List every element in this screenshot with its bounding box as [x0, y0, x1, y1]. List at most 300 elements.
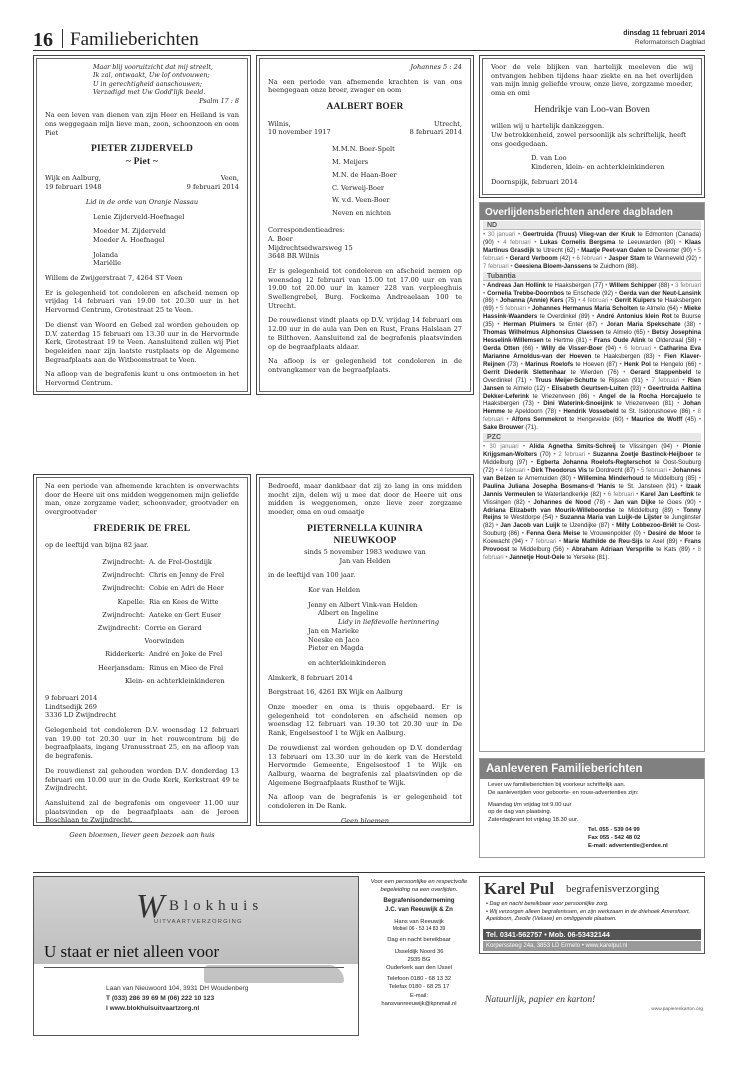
entry-detail: te Leeuwarden (80) [618, 238, 676, 246]
entry-detail: te Middelburg (89) [619, 506, 674, 514]
zip: 2935 BG [407, 956, 431, 963]
family-names: Cobie en Adri de Heer [149, 584, 224, 593]
family-member: M.M.N. Boer-Spelt [332, 145, 395, 154]
correspondence-line: Mijdrechtsedwarsweg 15 [268, 243, 353, 252]
bullet: • [533, 400, 544, 408]
bullet: • [483, 289, 488, 297]
bullet: • [597, 321, 607, 329]
bullet: • [601, 490, 608, 498]
family-row [45, 648, 239, 661]
bullet: • [586, 337, 594, 345]
entry-detail: te Wanneveld (92) [646, 254, 697, 262]
entry-detail: te IJzendijke (87) [562, 522, 610, 530]
entry-detail: (93) [630, 384, 642, 392]
entry-detail: te Wierden (76) [570, 368, 619, 376]
date: 9 februari 2014 [45, 693, 98, 702]
email-link[interactable]: E-mail: advertentie@erdee.nl [588, 842, 668, 849]
entry-name: Geesiena Bloem-Janssens [514, 262, 592, 270]
reeuwijk-ad [364, 876, 474, 1036]
entry-name: Fenna Gera Meise [526, 530, 581, 538]
family-member: Albert en Ingeline [318, 609, 379, 618]
family-names: Ria en Kees de Witte [149, 597, 219, 606]
bullet: • [526, 376, 536, 384]
entry-name: Jannetje Hout-Oele [509, 554, 565, 562]
entry-detail: te Almelo (64) [639, 305, 678, 313]
papier-slogan: Natuurlijk, papier en karton! [485, 995, 596, 1005]
verse-line: U in gerechtigheid aanschouwen; [93, 79, 202, 88]
family-list [268, 143, 462, 220]
source-entries [483, 282, 701, 433]
entry-name: Karel Jan Leeftink [640, 490, 694, 498]
bullet: • [589, 313, 597, 321]
papier-url[interactable]: www.papierenkarton.org [651, 1007, 703, 1012]
entry-detail: te Haaksbergen (69) [483, 297, 701, 313]
mobile: Mobiel 06 - 53 14 83 39 [392, 926, 446, 933]
date: Almkerk, 8 februari 2014 [268, 673, 353, 682]
entry-name: Betsy Josephina Hesselink-Willemsen [483, 329, 701, 345]
entry-name: Elisabeth Geurtsen-Luiten [551, 384, 629, 392]
family-member: Pieter en Magda [308, 644, 364, 653]
paragraph: willen wij u hartelijk dankzeggen. [491, 122, 605, 131]
entry-detail: (73) [507, 360, 519, 368]
family-list [268, 586, 462, 668]
address: Bergstraat 16, 4261 BX Wijk en Aalburg [268, 688, 403, 697]
entry-name: Andreas Jan Hollink [486, 281, 546, 289]
karel-pul-ad [479, 876, 705, 954]
text-line: De aanleverijden voor geboorte- en rouw-advertenties zijn: [488, 789, 639, 796]
entry-date: 6 februari [624, 344, 652, 352]
bullet: • [530, 238, 541, 246]
papier-ad [479, 958, 705, 1036]
family-row [45, 582, 239, 595]
blokhuis-website[interactable]: I www.blokhuisuitvaartzorg.nl [106, 1005, 200, 1012]
entry-name: Willy de Visser-Boer [541, 344, 603, 352]
bullet: • [550, 451, 559, 459]
entry-detail: te Hengelo (66) [653, 360, 697, 368]
bullet: • [633, 490, 641, 498]
bullet: • [679, 376, 688, 384]
entry-name: Marinus Roelofs [525, 360, 574, 368]
text-line: Wij verzorgen alleen begrafenissen, en zijn werkzaam in de driehoek Amersfoort, Apeldoorn, Zwolle (Veluwe) en omliggende plaatsen. [486, 909, 691, 923]
phone: Telefoon 0180 - 68 13 32 [386, 976, 452, 983]
entry-name: Sake Brouwer [483, 424, 524, 432]
entry [526, 377, 643, 384]
header-paper: Reformatorisch Dagblad [634, 39, 705, 46]
paragraph: De rouwdienst zal worden gehouden op D.V. donderdag 13 februari om 13.30 uur in de kerk van de Hersteld Hervormde Gemeente, Engelsestoof 1 te Wijk en Aalburg, waarna de begrafenis zal plaatsvinden op de Algemene Begraafplaats Rusthof te Wijk. [268, 743, 462, 787]
bullet: • [644, 329, 652, 337]
paragraph: Gelegenheid tot condoleren D.V. woensdag 12 februari van 19.00 tot 20.30 uur in het rouwcentrum bij de begraafplaats, ingang Uranusstraat 25, en na afloop van de begrafenis. [45, 726, 239, 761]
bullet: • [483, 281, 487, 289]
paragraph: De dienst van Woord en Gebed zal worden gehouden op D.V. zaterdag 15 februari om 13.30 uur in de Hervormde Kerk, Grotestraat 19 te Veen. Aansluitend zullen wij Piet begeleiden naar zijn laatste rustplaats op de Algemene Begraafplaats aan de Witboomstraat te Veen. [45, 320, 239, 364]
bullet: • [690, 408, 698, 416]
entry-name: Izaak Jannis Vermeulen [483, 482, 701, 498]
header-divider [62, 29, 63, 48]
entry-date: 7 februari [651, 376, 679, 384]
address: Lindtsedijk 269 [45, 702, 97, 711]
obituary-frederik-de-frel [33, 474, 251, 840]
family-row [45, 662, 239, 675]
blokhuis-logo-w: W [136, 888, 165, 925]
entry-detail: te Vriezenveen (81) [616, 400, 674, 408]
entry-detail: (66) [522, 344, 534, 352]
footer-note: Geen bloemen [340, 816, 390, 825]
bullet: • [605, 498, 614, 506]
page-number: 16 [33, 29, 53, 51]
blokhuis-slogan: U staat er niet alleen voor [44, 942, 220, 961]
entry-name: Gerda van der Neut-Lansink [619, 289, 701, 297]
place-date: Doornspijk, februari 2014 [491, 177, 578, 186]
family-row [45, 622, 239, 648]
entry-name: Suzanna Maria van Luijk-de Lijster [559, 514, 662, 522]
entry-detail: (94) [605, 344, 617, 352]
bullet: • [508, 262, 515, 270]
intro-text: Na een periode van afnemende krachten is van ons heengegaan onze broer, zwager en oom [268, 77, 462, 95]
bullet: • [518, 360, 526, 368]
contact-name: Hans van Reeuwijk [394, 919, 444, 926]
bullet: • [493, 238, 504, 246]
family-member: Jenny en Albert Vink-van Helden [308, 600, 418, 609]
bullet: • [669, 281, 676, 289]
paragraph: Na afloop van de begrafenis is er gelegenheid tot condoleren in De Rank. [268, 793, 462, 811]
bullet: • [689, 546, 698, 554]
entry-name: Rien Jansen [483, 376, 701, 392]
bullet: • [623, 416, 632, 424]
pul-tagline: begrafenisverzorging [566, 883, 660, 895]
text-line: op de dag van plaatsing. [488, 809, 552, 816]
entry [494, 297, 576, 304]
bullet: • [553, 514, 560, 522]
entry-date: 6 februari [607, 490, 634, 498]
bullet: • [603, 281, 610, 289]
entry-detail: te Enter (87) [559, 321, 598, 329]
bullet: • [602, 254, 609, 262]
street: IJsseldijk Noord 36 [394, 948, 444, 955]
bullet: • [556, 538, 564, 546]
entry-name: Tonny Reijns [483, 506, 701, 522]
family-member: Mariëlle [93, 259, 121, 268]
bullet: • [527, 458, 537, 466]
entry-name: Plonie Krijgsman-Wolters [483, 443, 701, 459]
entry-name: Gerard Stappenbeld [630, 368, 692, 376]
aanleveren-body [480, 779, 704, 854]
entry-detail: te Hertme (81) [546, 337, 587, 345]
entry-name: Johannes van Belzen [483, 466, 701, 482]
blokhuis-phone: T (033) 286 39 69 M (06) 222 10 123 [106, 995, 215, 1002]
text-line: Zaterdagkrant tot vrijdag 18.30 uur. [488, 817, 579, 824]
entry-detail: (88) [658, 281, 670, 289]
bullet: • [677, 305, 685, 313]
obituary-pieternella-nieuwkoop [256, 474, 474, 826]
age-text: in de leeftijd van 100 jaar. [268, 571, 356, 580]
bullet: • [640, 530, 648, 538]
family-place: Ridderkerk: [105, 650, 145, 659]
entry-name: Gerrit Kuipers [614, 297, 656, 305]
bullet: • [609, 522, 617, 530]
blokhuis-car-image [204, 965, 344, 983]
correspondence-label: Correspondentieadres: [268, 226, 345, 235]
source-entries [483, 443, 701, 562]
bullet: • [677, 538, 685, 546]
bullet: • [575, 246, 582, 254]
entry [494, 467, 635, 474]
entry-detail: te Overdinkel (89) [539, 313, 590, 321]
bullet: • [695, 498, 702, 506]
entry [518, 361, 617, 368]
entry [624, 416, 696, 423]
entry-detail: te Haaksbergen (77) [547, 281, 604, 289]
age-text: op de leeftijd van bijna 82 jaar. [45, 541, 149, 550]
family-member: Kor van Helden [308, 585, 361, 594]
entry-date: 7 februari [483, 262, 509, 270]
entry-name: Johannes Hermanus Maria Scholten [532, 305, 638, 313]
section-title: Familieberichten [70, 29, 199, 50]
family-place: Zwijndrecht: [102, 571, 145, 580]
entry [545, 385, 641, 392]
family-member: Moeder M. Zijderveld [93, 227, 166, 236]
entry-name: Jan Jacob van Luijk [500, 522, 560, 530]
grandchildren: Klein- en achterkleinkinderen [125, 676, 225, 685]
blokhuis-address: Laan van Nieuwoord 104, 3931 DH Woudenberg [106, 985, 249, 992]
bullet: • [519, 530, 527, 538]
paragraph: Aansluitend zal de begrafenis om ongeveer 11.00 uur plaatsvinden op de begraafplaats aan de Jeroen Boschlaan te Zwijndrecht. [45, 798, 239, 825]
address: 3336 LD Zwijndrecht [45, 711, 117, 720]
bullet: • [677, 482, 687, 490]
entry [571, 475, 697, 482]
family-row [45, 569, 239, 582]
entry-detail: (78) [594, 498, 605, 506]
entry-date: 6 februari [576, 254, 603, 262]
entry-detail: te Goes (90) [658, 498, 696, 506]
bullet: • [666, 466, 673, 474]
entry-name: Gerrit Diederik Slettenhaar [483, 368, 567, 376]
overlijdens-section [479, 202, 705, 752]
bullet: • [642, 376, 652, 384]
entry-name: Alida Agnetha Smits-Schreij [529, 443, 616, 451]
bullet: • [525, 305, 533, 313]
entry-detail: te Vlissingen (94) [619, 443, 673, 451]
bullet: • [493, 321, 504, 329]
entry-name: Johanna (Annie) Kers [499, 297, 564, 305]
entry-name: Herman Pluimers [503, 321, 556, 329]
entry-detail: te Vlissingen (82) [483, 490, 701, 506]
family-member: Moeder A. Hoefnagel [93, 235, 165, 244]
text-line: Lever uw familieberichten bij voorkeur schriftelijk aan. [488, 782, 626, 788]
entry-date: 3 februari [675, 281, 701, 289]
entry-date: 30 januari [487, 231, 516, 238]
blokhuis-brand: Blokhuis [169, 898, 264, 914]
entry-name: Desiré de Moor [647, 530, 694, 538]
entry [525, 499, 605, 506]
birth-place: Wilnis, [268, 119, 291, 128]
bullet: • [673, 400, 684, 408]
entry-name: Jan van Dijke [613, 498, 656, 506]
verse-reference: Psalm 17 : 8 [199, 96, 239, 105]
signature: D. van Loo [531, 154, 567, 163]
bullet: • [563, 546, 572, 554]
entry-detail: te Zuidhorn (88). [593, 262, 639, 270]
widow-text: sinds 5 november 1983 weduwe van [304, 547, 426, 556]
dates-row [268, 128, 462, 137]
pul-phone: Tel. 0341-562757 • Mob. 06-53432144 [483, 929, 701, 940]
entry-name: Adriana Elizabeth van Mourik-Willeboordse [483, 506, 616, 514]
bullet: • [524, 498, 534, 506]
entry [534, 400, 674, 407]
entry-name: Dini Waterink-Snoeijink [543, 400, 613, 408]
entry-name: Klaas Martinus Grasdijk [483, 238, 701, 254]
entry [519, 530, 640, 537]
overlijdens-title: Overlijdensberichten andere dagbladen [480, 203, 704, 220]
bullet: • [613, 289, 619, 297]
bullet: • [695, 321, 701, 329]
entry [617, 361, 696, 368]
entry-name: Hendrik Vossebeld [563, 408, 619, 416]
death-date: 8 februari 2014 [409, 128, 462, 137]
family-row [45, 609, 239, 622]
blokhuis-ad [33, 876, 359, 1036]
birth-date: 10 november 1917 [268, 128, 331, 137]
entry-name: Mieke Hassink-Waanders [483, 305, 701, 321]
entry-name: Dirk Theodorus Vis [531, 466, 588, 474]
entry-detail: (70) [539, 451, 551, 459]
entry [494, 522, 610, 529]
bullet: • [576, 297, 583, 305]
entry-detail: te Buurse (35) [483, 313, 701, 329]
overlijdens-list [480, 221, 704, 562]
aanleveren-title: Aanleveren Familieberichten [480, 759, 704, 779]
entry-detail: te Oldenzaal (58) [648, 337, 697, 345]
family-member: Jan en Marieke [308, 626, 359, 635]
paragraph: Voor de vele blijken van hartelijk meeleven die wij ontvangen hebben tijdens haar ziekte en na het overlijden van mijn innig geliefde vrouw, onze lieve, zorgzame moeder, oma en omi [491, 63, 693, 98]
entry-date: 5 februari [499, 305, 526, 313]
entry-date: 4 februari [582, 297, 609, 305]
phone: Tel. 055 - 539 04 99 [588, 827, 640, 834]
bullet: • [696, 360, 701, 368]
entry-detail: (42) [559, 254, 571, 262]
family-place: Zwijndrecht: [97, 623, 141, 632]
source-entries [483, 231, 701, 271]
bullet: • [675, 238, 685, 246]
bullet: • [696, 337, 701, 345]
entry-name: Cornelia Trebbe-Doornbos [487, 289, 565, 297]
obituary-aalbert-boer [256, 55, 474, 395]
paragraph: Er is gelegenheid tot condoleren en afscheid nemen op woensdag 12 februari van 15.00 tot 17.00 uur en van 19.00 tot 20.00 uur in kamer 228 van verpleeghuis Swellengrebel, Burg. Fockema Andreaelaan 100 te Utrecht. [268, 266, 462, 310]
family-list [45, 213, 239, 269]
bullet: • [533, 344, 542, 352]
entry-detail: te Westdorpe (54) [503, 514, 554, 522]
entry-name: Fien Klaver-Reijnen [483, 352, 701, 368]
blokhuis-subtitle: UITVAARTVERZORGING [154, 919, 243, 925]
header-date: dinsdag 11 februari 2014 [623, 30, 705, 37]
entry-detail: te Vrouwenpolder (0) [582, 530, 641, 538]
bullet: • [654, 352, 665, 360]
entry-detail: te Utrecht (62) [536, 246, 576, 254]
intro-text: Bedroefd, maar dankbaar dat zij zo lang in ons midden mocht zijn, delen wij u mee dat door de Heere uit ons midden is weggenomen, onze lieve zeer zorgzame moeder, oma en oud omaatje [268, 482, 462, 517]
entry-name: Willem Schipper [609, 281, 657, 289]
entry-name: Truus Meijer-Schutte [535, 376, 597, 384]
bullet: • [570, 254, 577, 262]
pul-bullet-2: • Wij verzorgen alleen begrafenissen, en zijn werkzaam in de driehoek Amersfoort, Apeldoorn, Zwolle (Veluwe) en omliggende plaatsen. [486, 909, 691, 923]
company-name: Begrafenisonderneming [383, 897, 455, 905]
entry-date: 8 februari [483, 546, 702, 562]
deceased-name: AALBERT BOER [326, 102, 404, 113]
entry-date: 5 februari [483, 246, 701, 262]
entry [533, 345, 616, 352]
bullet: • [503, 416, 512, 424]
entry [494, 305, 678, 312]
paragraph: De rouwdienst vindt plaats op D.V. vrijdag 14 februari om 12.00 uur in de aula van Den en Rust, Frans Halslaan 27 te Bilthoven. Aansluitend zal de begrafenis plaatsvinden op de begraafplaats aldaar. [268, 316, 462, 351]
text-line: Maandag t/m vrijdag tot 9.00 uur [488, 801, 572, 808]
source-band: ND [483, 221, 701, 230]
family-names: Corrie en Gerard Voorwinden [144, 623, 202, 646]
paragraph: Onze moeder en oma is thuis opgebaard. Er is gelegenheid tot condoleren en afscheid nemen op woensdag 12 februari van 19.30 tot 20.30 uur in De Rank, Engelsestoof 1 te Wijk en Aalburg. [268, 703, 462, 738]
bullet: • [608, 297, 615, 305]
entry-name: Maurice de Wolff [631, 416, 683, 424]
entry-detail: te Almelo (65) [606, 329, 645, 337]
paragraph: De rouwdienst zal gehouden worden D.V. donderdag 13 februari om 10.00 uur in de Oude Kerk, Kerkstraat 49 te Zwijndrecht. [45, 766, 239, 793]
birth-date: 19 februari 1948 [45, 183, 102, 192]
entry-detail: te Dordrecht (87) [588, 466, 636, 474]
email-link[interactable]: hansvanreeuwijk@kpnmail.nl [381, 1000, 457, 1007]
bullet: • [570, 474, 578, 482]
entry-detail: te Haaksbergen (73) [483, 392, 701, 408]
entry-detail: (71). [525, 424, 538, 432]
deceased-surname: NIEUWKOOP [333, 536, 397, 547]
death-place: Veen, [220, 174, 239, 183]
entry-name: Geertruida (Truus) Vlieg-van der Kruk [522, 231, 635, 238]
fax: Telefax 0180 - 68 25 17 [388, 984, 450, 991]
entry-name: Abraham Adriaan Versprille [571, 546, 654, 554]
bullet: • [515, 231, 523, 238]
family-place: Zwijndrecht: [102, 610, 145, 619]
address: Willem de Zwijgerstraat 7, 4264 ST Veen [45, 274, 183, 283]
entry-date: 4 februari [499, 466, 526, 474]
entry-name: Maatje Peet-van Galen [581, 246, 646, 254]
aanleveren-box [479, 758, 705, 858]
entry [603, 282, 669, 289]
entry-detail: te Haaksbergen (83) [595, 352, 655, 360]
entry-date: 30 januari [489, 443, 519, 451]
text-line: Dag en nacht bereikbaar [387, 937, 451, 944]
entry-name: Angel de la Rocha Horcajuelo [598, 392, 693, 400]
verse-reference: Johannes 5 : 24 [410, 63, 462, 71]
husband-name: Jan van Helden [339, 556, 391, 565]
bullet: • [672, 443, 683, 451]
entry-detail: te Oost-Souburg (72) [483, 458, 701, 474]
pul-bullet-1: • Dag en nacht bereikbaar voor persoonlijke zorg. [486, 901, 609, 907]
text-line: Voor een persoonlijke en respectvolle begeleiding na een overlijden. [370, 879, 468, 894]
deceased-name: Hendrikje van Loo-van Boven [534, 104, 650, 115]
birth-place: Wijk en Aalburg, [45, 174, 101, 183]
deceased-name: PIETER ZIJDERVELD [90, 144, 194, 155]
family-member: M.N. de Haan-Boer [332, 170, 397, 179]
source-band: Tubantia [483, 272, 701, 281]
family-place: Heerjansdam: [98, 663, 145, 672]
family-member: Neeske en Jaco [308, 635, 360, 644]
entry-detail: te Middelburg (85) [645, 474, 697, 482]
bullet: • [618, 368, 631, 376]
bullet: • [523, 538, 530, 546]
entry-detail: te Rijssen (91) [600, 376, 643, 384]
family-member: Jolanda [93, 250, 119, 259]
family-names: Chris en Jenny de Frel [149, 571, 225, 580]
deceased-nickname: ~ Piet ~ [125, 156, 159, 167]
entry-detail: te Arnemuiden (80) [517, 474, 571, 482]
bullet: • [617, 360, 625, 368]
bullet: • [518, 443, 530, 451]
entry-detail: te Almelo (12) [506, 384, 545, 392]
bullet: • [635, 466, 641, 474]
family-member: C. Verweij-Boer [332, 183, 385, 192]
